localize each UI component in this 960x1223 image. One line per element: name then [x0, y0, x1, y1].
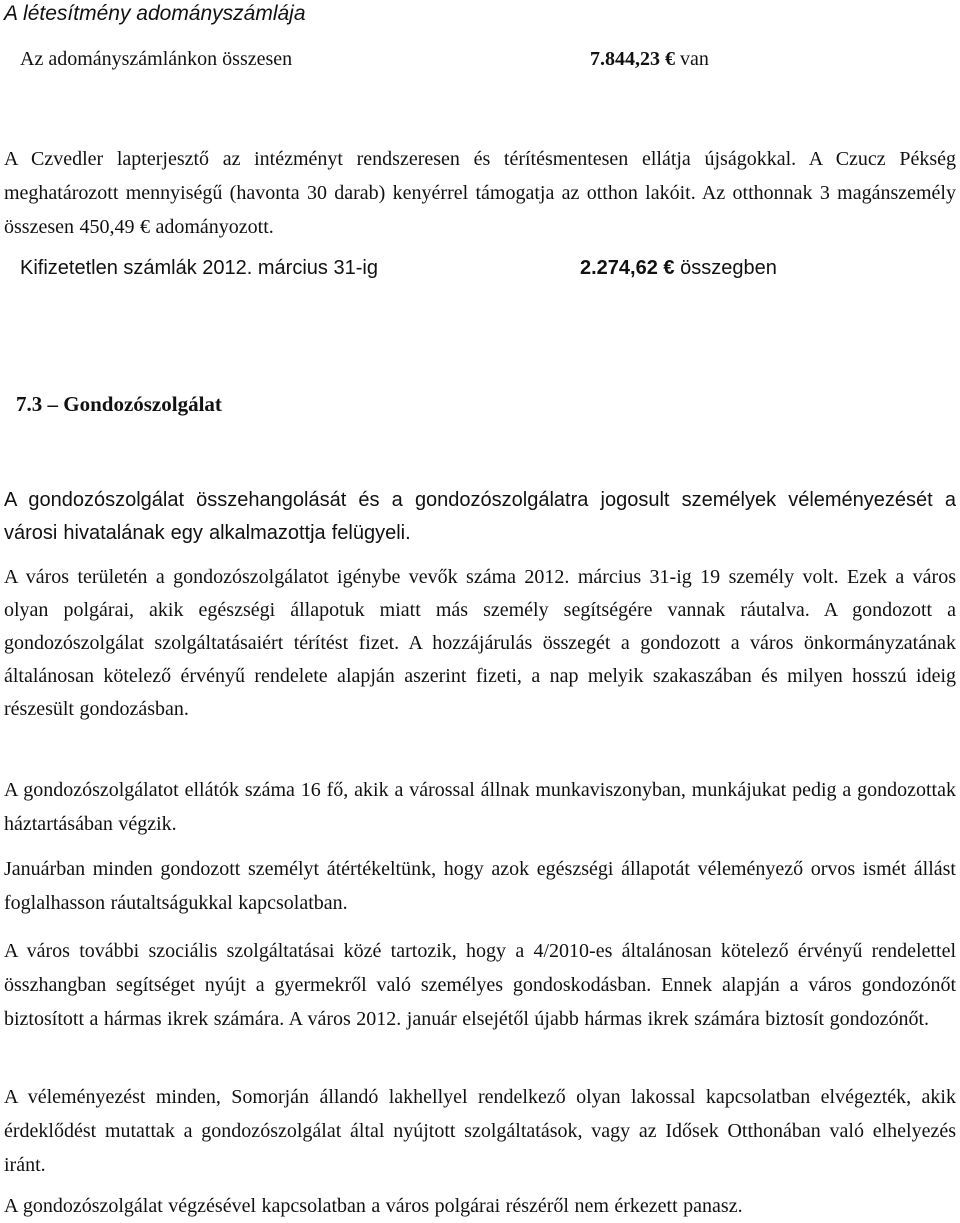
section-heading-7-3: 7.3 – Gondozószolgálat	[16, 392, 222, 416]
paragraph-further-services-text: A város további szociális szolgáltatásai közé tartozik, hogy a 4/2010-es általánosan kötelező érvényű rendelettel összhangban segítséget nyújt a gyermekről való személyes gondoskodásban. Ennek alapján a város gondozónőt biztosított a hármas ikrek számára. A város 2012. január elsejétől újabb hármas ikrek számára biztosít gondozónőt.	[4, 940, 956, 1030]
paragraph-client-count-text: A város területén a gondozószolgálatot igénybe vevők száma 2012. március 31-ig 19 személy volt. Ezek a város olyan polgárai, akik egészségi állapotuk miatt más személy segítségére vannak ráutalva. A gondozott a gondozószolgálat szolgáltatásaiért térítést fizet. A hozzájárulás összegét a gondozott a város önkormányzatának általánosan kötelező érvényű rendelete alapján aszerint fizeti, a nap melyik szakaszában és milyen hosszú ideig részesült gondozásban.	[4, 566, 956, 720]
paragraph-no-complaints-text: A gondozószolgálat végzésével kapcsolatban a város polgárai részéről nem érkezett panasz.	[4, 1195, 743, 1217]
facility-donation-account-title: A létesítmény adományszámlája	[4, 2, 306, 25]
euro-sign: €	[663, 257, 675, 279]
paragraph-assessment	[4, 1080, 956, 1182]
unpaid-suffix: összegben	[680, 257, 777, 279]
euro-sign: €	[665, 48, 675, 70]
paragraph-no-complaints	[4, 1191, 956, 1221]
paragraph-further-services	[4, 934, 956, 1036]
unpaid-invoices-value	[580, 256, 777, 280]
paragraph-january-text: Januárban minden gondozott személyt átértékeltünk, hogy azok egészségi állapotát véleményező orvos ismét állást foglalhasson ráutaltságukkal kapcsolatban.	[4, 858, 956, 914]
paragraph-january	[4, 852, 956, 920]
paragraph-coordination-text: A gondozószolgálat összehangolását és a gondozószolgálatra jogosult személyek véleményezését a városi hivatalának egy alkalmazottja felügyeli.	[4, 489, 956, 544]
unpaid-invoices-label: Kifizetetlen számlák 2012. március 31-ig	[20, 257, 378, 279]
paragraph-sponsors-text: A Czvedler lapterjesztő az intézményt rendszeresen és térítésmentesen ellátja újságokkal. A Czucz Pékség meghatározott mennyiségű (havonta 30 darab) kenyérrel támogatja az otthon lakóit. Az otthonnak 3 magánszemély összesen 450,49 € adományozott.	[4, 148, 956, 238]
account-amount: 7.844,23	[590, 48, 660, 70]
account-total-label: Az adományszámlánkon összesen	[20, 48, 293, 70]
paragraph-sponsors	[4, 142, 956, 244]
paragraph-client-count	[4, 561, 956, 726]
paragraph-staff-text: A gondozószolgálatot ellátók száma 16 fő, akik a várossal állnak munkaviszonyban, munkájukat pedig a gondozottak háztartásában végzik.	[4, 779, 956, 835]
paragraph-coordination	[4, 484, 956, 550]
account-total-value	[590, 47, 709, 71]
account-suffix: van	[680, 48, 709, 70]
paragraph-assessment-text: A véleményezést minden, Somorján állandó lakhellyel rendelkező olyan lakossal kapcsolatban elvégezték, akik érdeklődést mutattak a gondozószolgálat által nyújtott szolgáltatások, vagy az Idősek Otthonában való elhelyezés iránt.	[4, 1086, 956, 1176]
unpaid-amount: 2.274,62	[580, 257, 658, 279]
paragraph-staff	[4, 773, 956, 841]
